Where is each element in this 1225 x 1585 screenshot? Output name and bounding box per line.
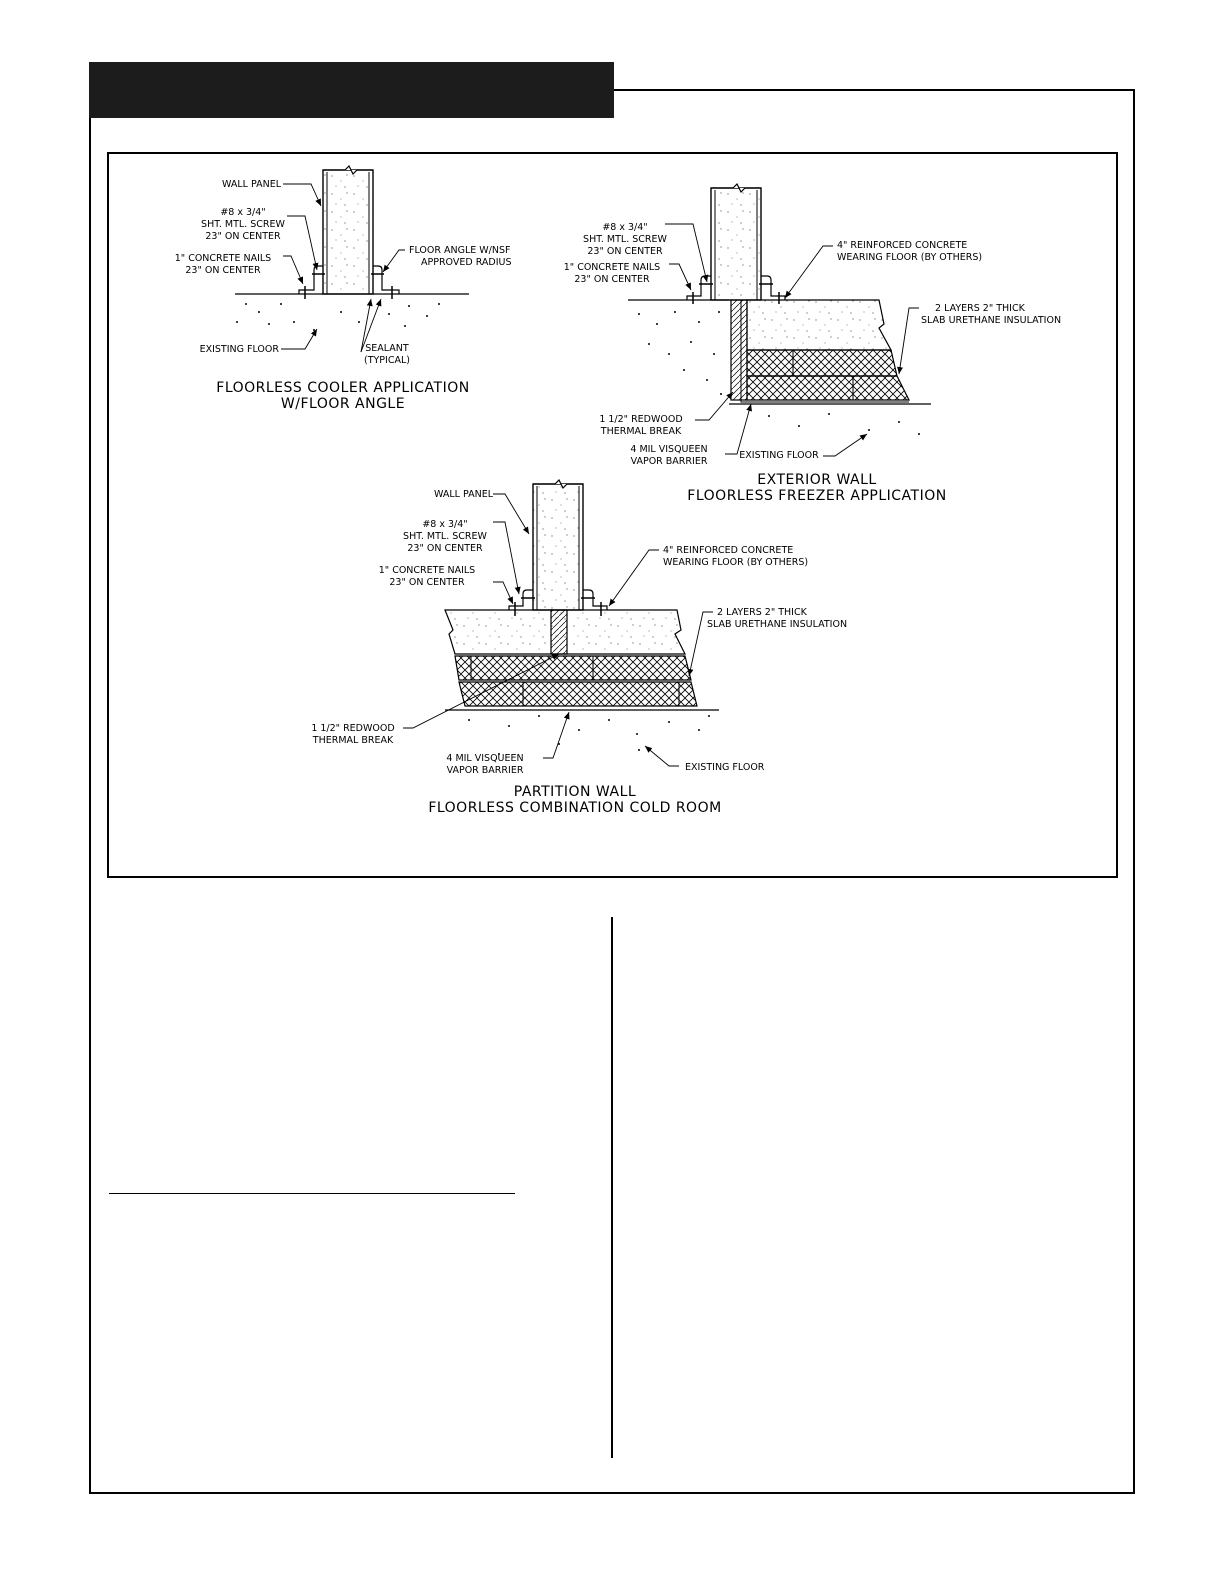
label-screw-size-3: #8 x 3/4" xyxy=(422,519,468,530)
subtitle-floor-angle: W/FLOOR ANGLE xyxy=(280,396,406,412)
subtitle-combination-cold-room: FLOORLESS COMBINATION COLD ROOM xyxy=(428,800,722,816)
label-screw-spacing-2: 23" ON CENTER xyxy=(587,246,663,257)
label-insulation-type-3: SLAB URETHANE INSULATION xyxy=(707,619,848,630)
label-nails-2: 1" CONCRETE NAILS xyxy=(563,262,661,273)
label-vapor-barrier-3: VAPOR BARRIER xyxy=(446,765,524,776)
label-redwood-3: 1 1/2" REDWOOD xyxy=(311,723,395,734)
label-nails-spacing-3: 23" ON CENTER xyxy=(389,577,465,588)
concrete-slab-2 xyxy=(747,300,891,350)
label-vapor-barrier-2: VAPOR BARRIER xyxy=(630,456,708,467)
label-existing-floor-2: EXISTING FLOOR xyxy=(739,450,819,461)
label-wall-panel-3: WALL PANEL xyxy=(434,489,493,500)
section-rule xyxy=(109,1193,515,1194)
label-concrete-wearing-3: WEARING FLOOR (BY OTHERS) xyxy=(663,557,809,568)
label-wall-panel: WALL PANEL xyxy=(222,179,281,190)
label-nails-spacing-2: 23" ON CENTER xyxy=(574,274,650,285)
insulation-layer-lower-2 xyxy=(747,376,909,400)
label-floor-angle: FLOOR ANGLE W/NSF xyxy=(409,245,511,256)
label-sealant: SEALANT xyxy=(365,343,409,354)
label-concrete-2: 4" REINFORCED CONCRETE xyxy=(837,240,968,251)
label-floor-angle-radius: APPROVED RADIUS xyxy=(421,257,512,268)
label-existing-floor-3: EXISTING FLOOR xyxy=(685,762,765,773)
label-thermal-break-2: THERMAL BREAK xyxy=(600,426,682,437)
label-nails-3: 1" CONCRETE NAILS xyxy=(378,565,476,576)
wall-panel-2 xyxy=(711,188,761,300)
label-screw-spacing: 23" ON CENTER xyxy=(205,231,281,242)
label-insulation-2: 2 LAYERS 2" THICK xyxy=(935,303,1025,314)
redwood-thermal-break-2 xyxy=(731,300,747,400)
label-screw-type-2: SHT. MTL. SCREW xyxy=(583,234,667,245)
label-screw-type: SHT. MTL. SCREW xyxy=(201,219,285,230)
label-sealant-typical: (TYPICAL) xyxy=(364,355,410,366)
label-screw-size-2: #8 x 3/4" xyxy=(602,222,648,233)
label-insulation-type-2: SLAB URETHANE INSULATION xyxy=(921,315,1062,326)
detail-floorless-cooler xyxy=(175,166,512,412)
label-screw-type-3: SHT. MTL. SCREW xyxy=(403,531,487,542)
label-nails: 1" CONCRETE NAILS xyxy=(174,253,272,264)
title-partition-wall: PARTITION WALL xyxy=(513,784,637,800)
label-visqueen-2: 4 MIL VISQUEEN xyxy=(630,444,708,455)
insulation-layer-upper-3 xyxy=(455,656,691,680)
title-floorless-cooler: FLOORLESS COOLER APPLICATION xyxy=(216,380,470,396)
label-screw-spacing-3: 23" ON CENTER xyxy=(407,543,483,554)
label-thermal-break-3: THERMAL BREAK xyxy=(312,735,394,746)
column-divider xyxy=(611,917,613,1458)
label-concrete-wearing-2: WEARING FLOOR (BY OTHERS) xyxy=(837,252,983,263)
wall-panel-1 xyxy=(323,170,373,294)
wall-panel-3 xyxy=(533,484,583,610)
redwood-thermal-break-3 xyxy=(551,610,567,654)
label-redwood-2: 1 1/2" REDWOOD xyxy=(599,414,683,425)
subtitle-floorless-freezer: FLOORLESS FREEZER APPLICATION xyxy=(687,488,947,504)
detail-partition-wall xyxy=(311,480,847,816)
section-header-bar xyxy=(89,62,614,118)
title-exterior-wall: EXTERIOR WALL xyxy=(757,472,877,488)
label-visqueen-3: 4 MIL VISQUEEN xyxy=(446,753,524,764)
installation-details-figure xyxy=(107,152,1118,878)
insulation-layer-lower-3 xyxy=(459,682,697,706)
label-insulation-3: 2 LAYERS 2" THICK xyxy=(717,607,807,618)
detail-exterior-wall-freezer xyxy=(564,184,1061,504)
insulation-layer-upper-2 xyxy=(747,350,897,376)
label-nails-spacing: 23" ON CENTER xyxy=(185,265,261,276)
label-concrete-3: 4" REINFORCED CONCRETE xyxy=(663,545,794,556)
label-existing-floor: EXISTING FLOOR xyxy=(199,344,279,355)
label-screw-size: #8 x 3/4" xyxy=(220,207,266,218)
